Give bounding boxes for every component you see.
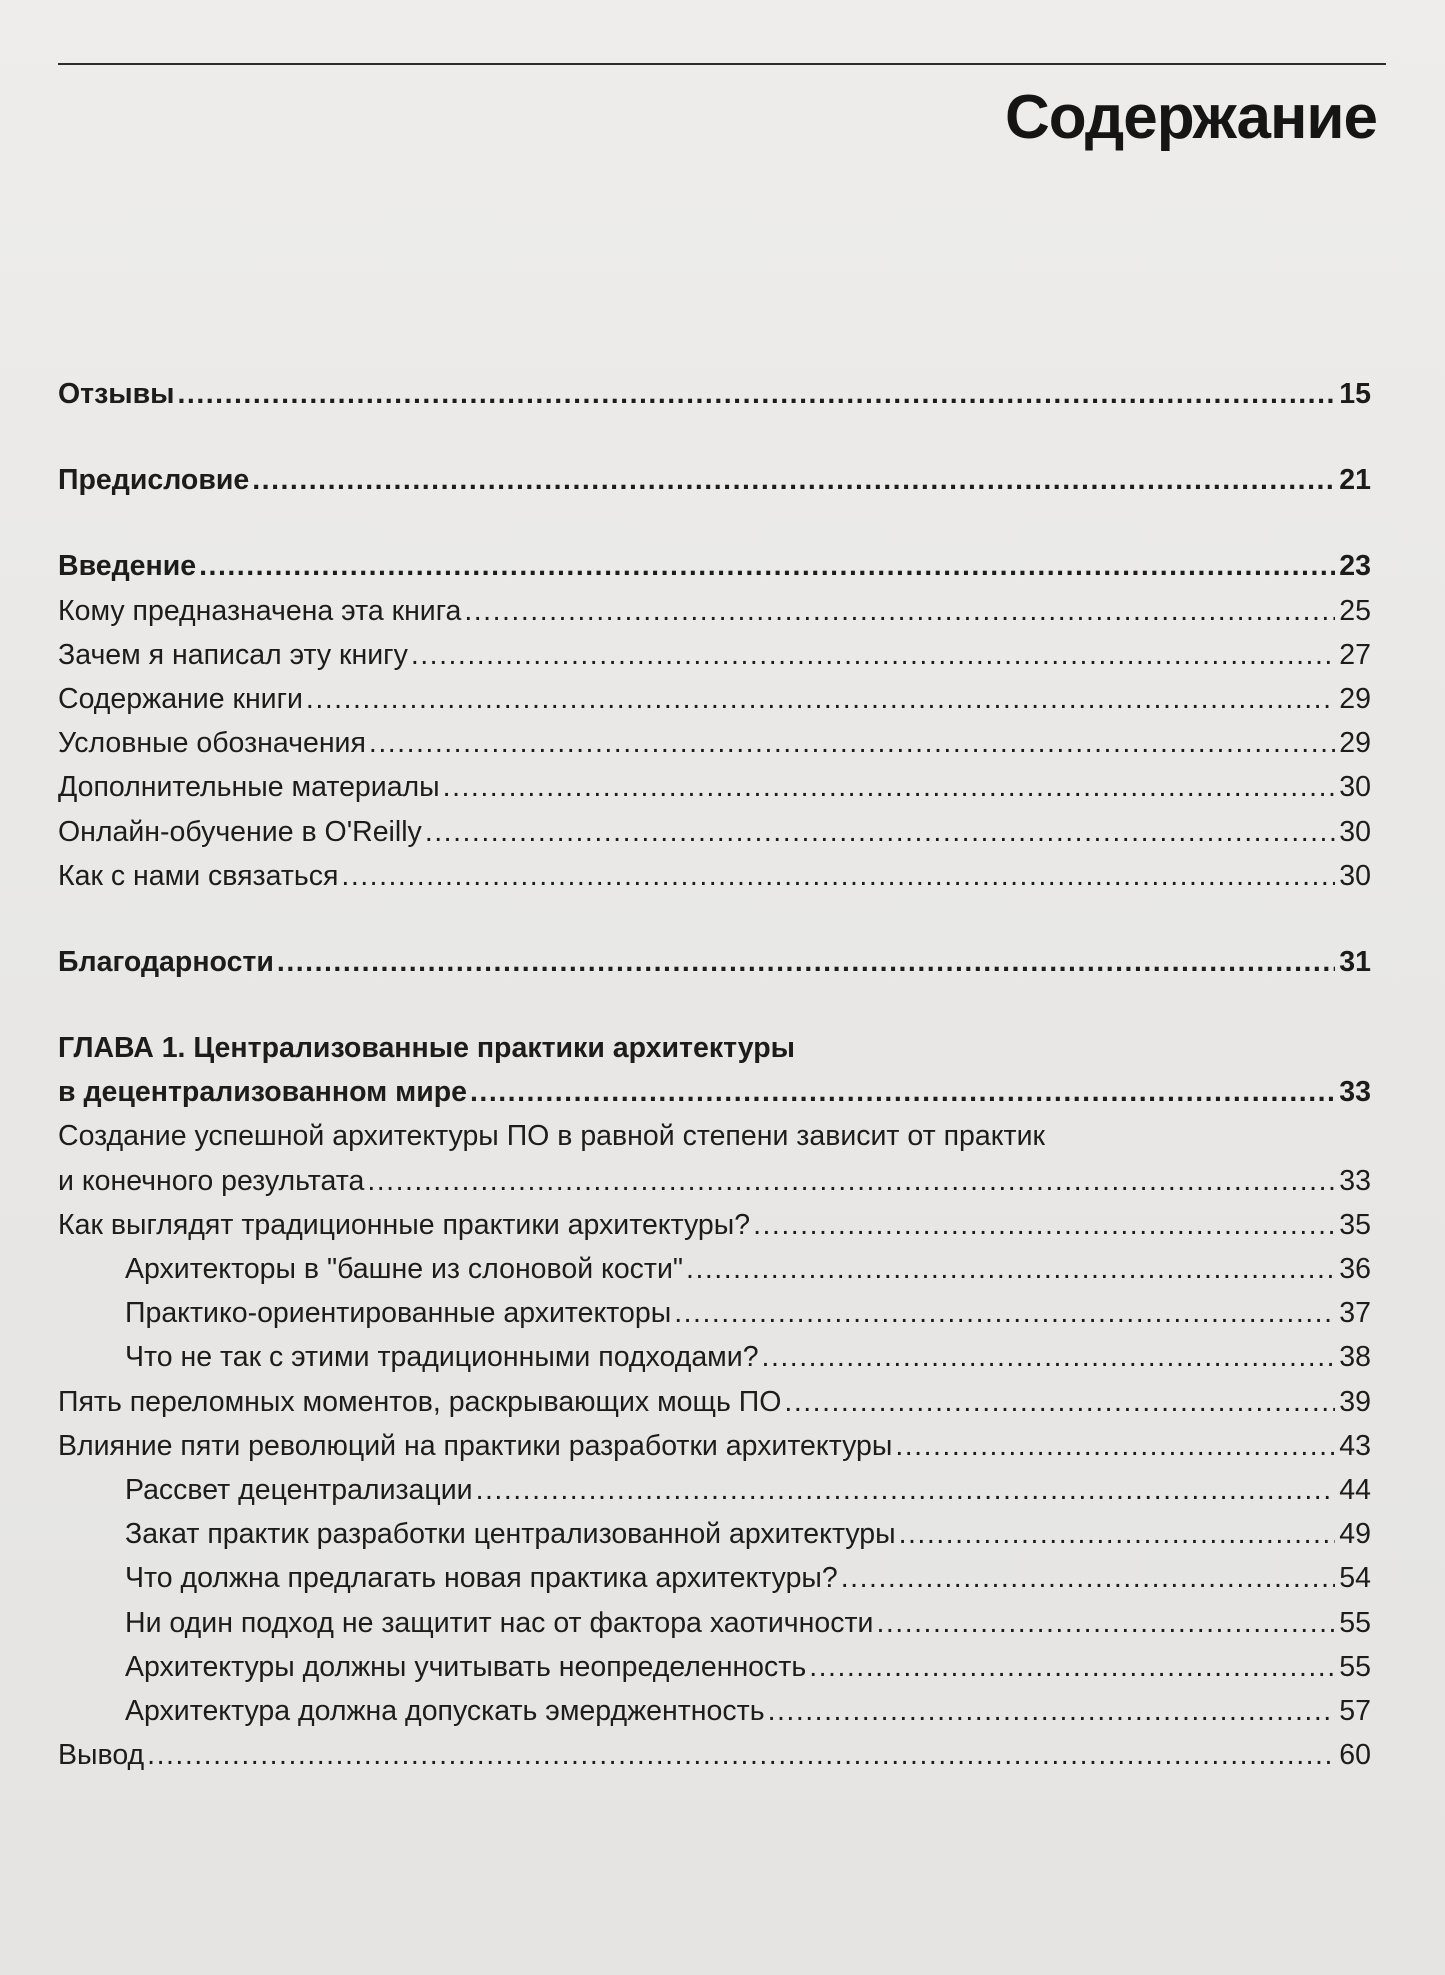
toc-leader-dots [341,854,1335,898]
toc-entry [58,1645,1371,1689]
toc-entry-page: 49 [1339,1518,1371,1551]
toc-entry-page: 29 [1339,682,1371,715]
toc-entry [58,1026,1371,1070]
toc-entry [58,1424,1371,1468]
toc-entry [58,1380,1371,1424]
toc-entry-page: 23 [1339,550,1371,583]
toc-entry [58,765,1371,809]
toc-entry-title: Благодарности [58,945,274,978]
toc-entry-page: 55 [1339,1606,1371,1639]
toc-entry-page: 55 [1339,1650,1371,1683]
toc-leader-dots [899,1512,1336,1556]
toc-leader-dots [199,544,1335,588]
toc-entry [58,1159,1371,1203]
toc-entry-page: 33 [1339,1164,1371,1197]
toc-entry [58,721,1371,765]
toc-entry [58,940,1371,984]
toc-entry-title: и конечного результата [58,1164,365,1197]
page-title: Содержание [1005,83,1377,152]
toc-entry-page: 21 [1339,464,1371,497]
toc-entry [58,589,1371,633]
toc-leader-dots [876,1601,1335,1645]
toc-entry-title: Что не так с этими традиционными подходами? [125,1341,759,1374]
toc-entry-page: 36 [1339,1253,1371,1285]
table-of-contents [58,372,1371,1777]
toc-leader-dots [367,1159,1335,1203]
toc-entry [58,677,1371,721]
toc-entry [58,544,1371,588]
toc-leader-dots [895,1424,1335,1468]
toc-entry [58,854,1371,898]
toc-entry-title: Зачем я написал эту книгу [58,638,408,671]
toc-entry-title: Онлайн-обучение в O'Reilly [58,815,422,848]
toc-entry-page: 25 [1339,594,1371,627]
toc-entry-title: Пять переломных моментов, раскрывающих мощь ПО [58,1385,782,1418]
toc-entry-title: Практико-ориентированные архитекторы [125,1297,672,1330]
toc-entry-title: Кому предназначена эта книга [58,594,462,627]
toc-entry-page: 31 [1339,945,1371,978]
toc-entry-page: 35 [1339,1208,1371,1241]
toc-entry-page: 33 [1339,1076,1371,1109]
toc-leader-dots [277,940,1335,984]
toc-entry-page: 54 [1339,1562,1371,1595]
toc-leader-dots [674,1291,1335,1335]
toc-entry [58,372,1371,416]
toc-entry [58,1733,1371,1777]
toc-entry-title: Как с нами связаться [58,859,339,892]
toc-entry-page: 30 [1339,859,1371,892]
toc-entry [58,1512,1371,1556]
toc-entry [58,1203,1371,1247]
toc-entry-title: Введение [58,550,197,583]
toc-entry-page: 39 [1339,1385,1371,1418]
toc-entry-page: 57 [1339,1694,1371,1727]
toc-entry-title: Архитектуры должны учитывать неопределенность [125,1650,807,1683]
toc-leader-dots [425,810,1335,854]
toc-entry-page: 38 [1339,1341,1371,1374]
toc-entry-page: 15 [1339,378,1371,410]
toc-leader-dots [686,1247,1335,1291]
toc-leader-dots [809,1645,1335,1689]
toc-entry-title: Закат практик разработки централизованной архитектуры [125,1518,896,1551]
toc-entry-title: Архитекторы в "башне из слоновой кости" [125,1253,684,1285]
toc-entry-page: 30 [1339,771,1371,804]
toc-leader-dots [443,765,1336,809]
toc-entry-title: Вывод [58,1739,145,1772]
top-rule [58,63,1386,65]
toc-entry-title: Создание успешной архитектуры ПО в равной степени зависит от практик [58,1120,1045,1153]
toc-entry-page: 27 [1339,638,1371,671]
toc-entry [58,1468,1371,1512]
toc-leader-dots [768,1689,1336,1733]
toc-entry-title: Архитектура должна допускать эмерджентность [125,1694,765,1727]
toc-entry [58,1335,1371,1379]
toc-entry-title: Условные обозначения [58,727,366,760]
toc-entry [58,1689,1371,1733]
toc-entry-title: Дополнительные материалы [58,771,440,804]
toc-leader-dots [762,1335,1336,1379]
toc-entry [58,1556,1371,1600]
toc-entry [58,810,1371,854]
toc-entry-title: в децентрализованном мире [58,1076,467,1109]
toc-entry [58,458,1371,502]
toc-entry [58,1291,1371,1335]
toc-entry [58,1247,1371,1291]
toc-leader-dots [369,721,1335,765]
toc-entry-title: Как выглядят традиционные практики архитектуры? [58,1208,751,1241]
toc-entry-title: Рассвет децентрализации [125,1473,473,1506]
toc-entry-title: Предисловие [58,464,250,497]
toc-entry [58,633,1371,677]
toc-leader-dots [178,372,1336,416]
toc-leader-dots [464,589,1335,633]
toc-leader-dots [306,677,1335,721]
toc-leader-dots [147,1733,1335,1777]
toc-entry-page: 44 [1339,1473,1371,1506]
toc-entry-title: Влияние пяти революций на практики разработки архитектуры [58,1429,893,1462]
toc-leader-dots [841,1556,1336,1600]
toc-entry-title: Содержание книги [58,682,303,715]
toc-leader-dots [470,1070,1335,1114]
toc-entry-title: ГЛАВА 1. Централизованные практики архитектуры [58,1032,795,1065]
toc-leader-dots [411,633,1335,677]
toc-entry-page: 29 [1339,727,1371,760]
toc-leader-dots [753,1203,1335,1247]
toc-entry [58,1601,1371,1645]
toc-entry-title: Что должна предлагать новая практика архитектуры? [125,1562,838,1595]
toc-entry-title: Ни один подход не защитит нас от фактора хаотичности [125,1606,874,1639]
toc-entry [58,1070,1371,1114]
toc-entry-page: 60 [1339,1739,1371,1772]
toc-entry-page: 30 [1339,815,1371,848]
toc-entry [58,1114,1371,1158]
toc-leader-dots [252,458,1335,502]
toc-entry-page: 43 [1339,1429,1371,1462]
toc-leader-dots [476,1468,1336,1512]
toc-entry-page: 37 [1339,1297,1371,1330]
toc-leader-dots [784,1380,1335,1424]
toc-entry-title: Отзывы [58,378,175,410]
